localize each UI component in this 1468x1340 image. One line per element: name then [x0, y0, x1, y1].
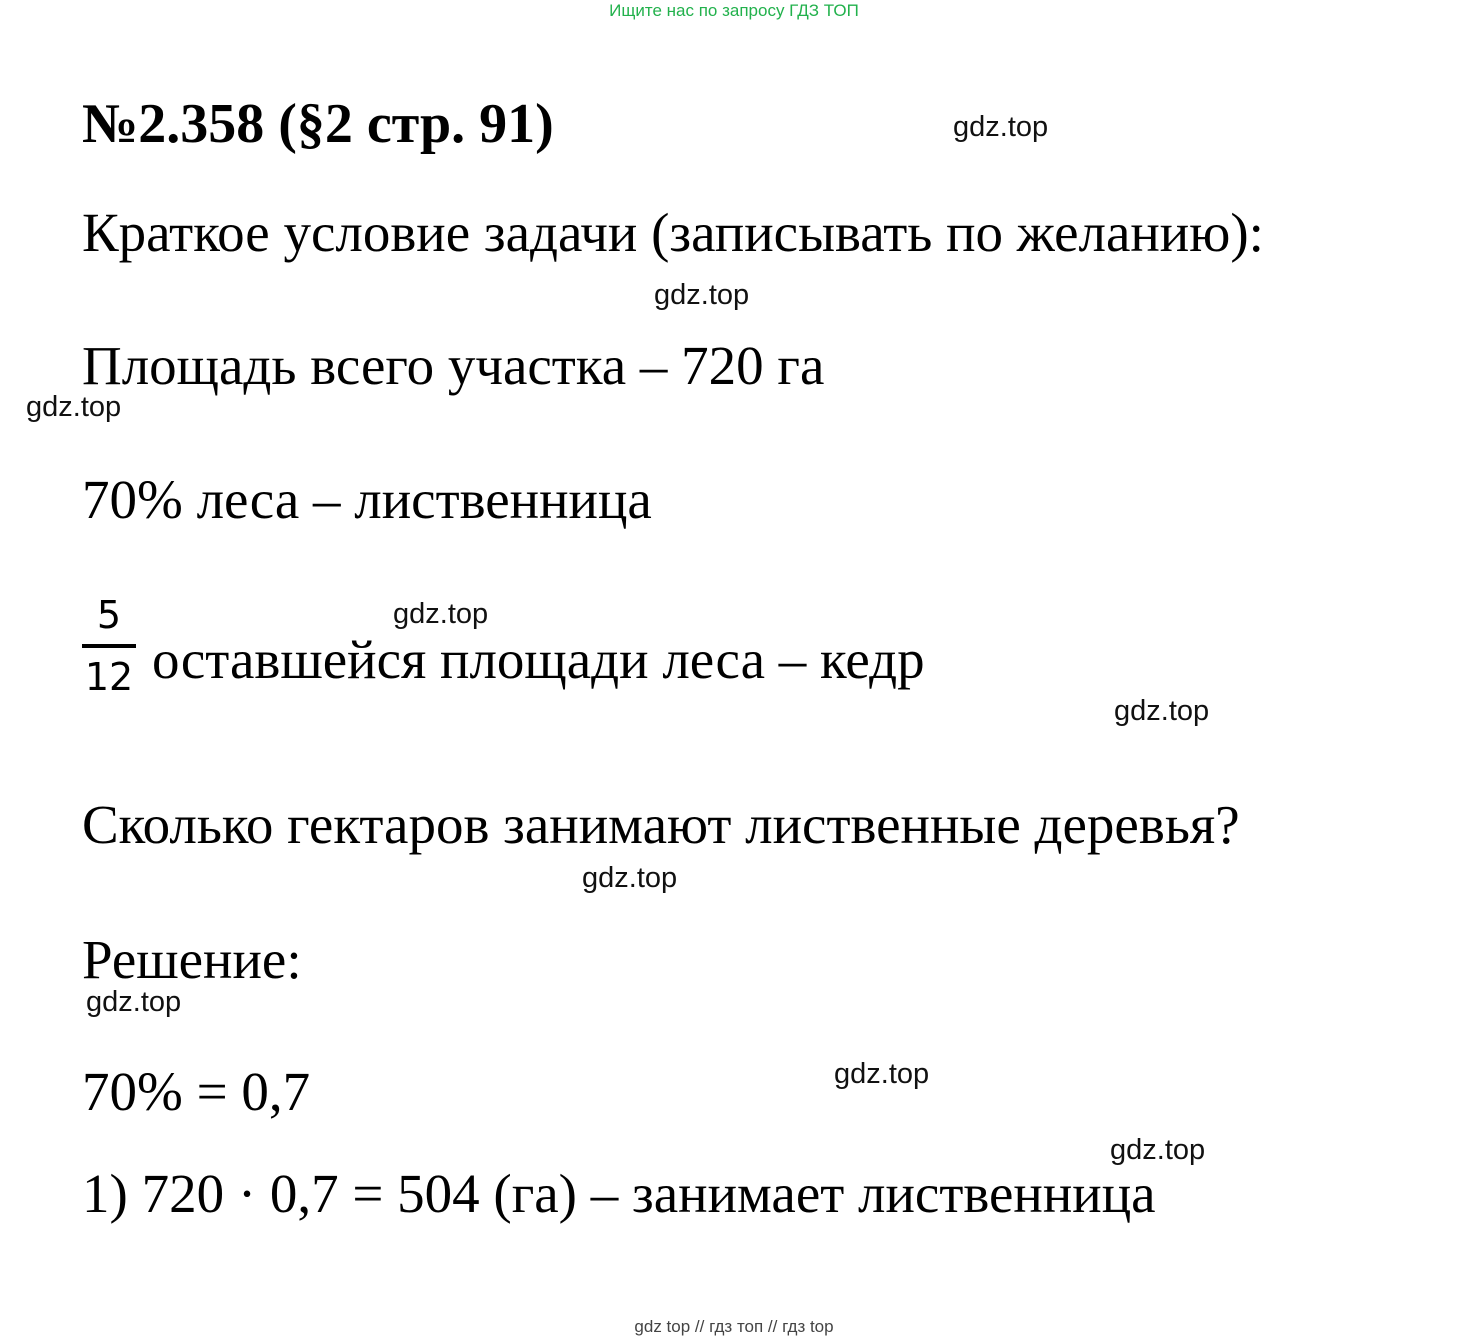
- condition-header: Краткое условие задачи (записывать по желанию):: [82, 202, 1264, 263]
- fraction-numerator: 5: [96, 593, 122, 637]
- top-banner: Ищите нас по запросу ГДЗ ТОП: [609, 1, 859, 20]
- step1-line: 1) 720 · 0,7 = 504 (га) – занимает лиственница: [82, 1163, 1156, 1224]
- watermark: gdz.top: [953, 111, 1049, 143]
- watermark: gdz.top: [86, 986, 182, 1018]
- fraction-five-twelfths: [80, 593, 138, 699]
- solution-header: Решение:: [82, 929, 302, 990]
- fraction-denominator: 12: [84, 655, 134, 699]
- problem-title: №2.358 (§2 стр. 91): [82, 93, 554, 155]
- watermark: gdz.top: [1114, 695, 1210, 727]
- cedar-line: оставшейся площади леса – кедр: [152, 629, 925, 690]
- larch-line: 70% леса – лиственница: [82, 469, 652, 530]
- question-line: Сколько гектаров занимают лиственные деревья?: [82, 794, 1240, 855]
- watermark: gdz.top: [834, 1058, 930, 1090]
- watermark: gdz.top: [654, 279, 750, 311]
- watermark: gdz.top: [1110, 1134, 1206, 1166]
- area-line: Площадь всего участка – 720 га: [82, 335, 825, 396]
- percent-line: 70% = 0,7: [82, 1061, 311, 1122]
- footer-watermark: gdz top // гдз топ // гдз top: [634, 1317, 834, 1336]
- watermark: gdz.top: [582, 862, 678, 894]
- watermark: gdz.top: [26, 391, 122, 423]
- watermark: gdz.top: [393, 598, 489, 630]
